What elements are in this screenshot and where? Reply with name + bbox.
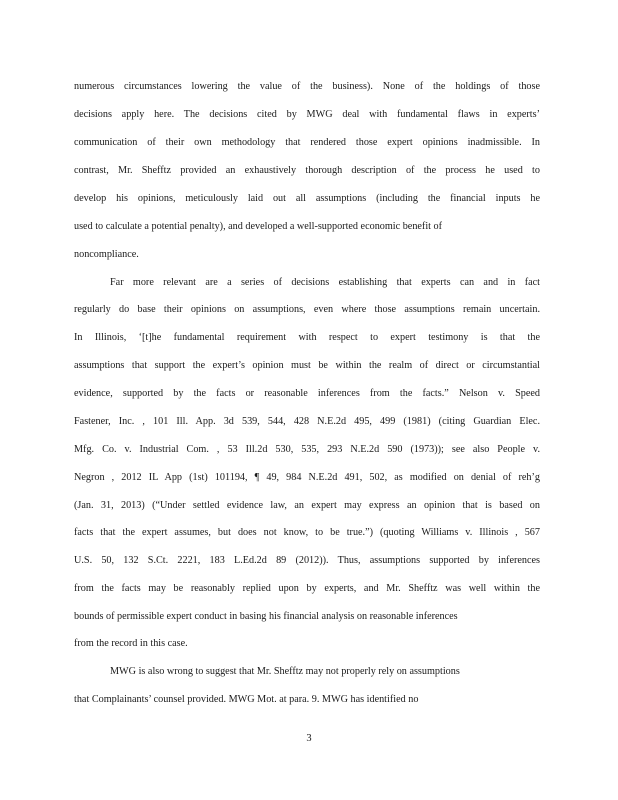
text-line: Far more relevant are a series of decisions establishing that experts can and in fact (110, 277, 540, 288)
text-line: U.S. 50, 132 S.Ct. 2221, 183 L.Ed.2d 89 (2012)). Thus, assumptions supported by inferences (74, 555, 540, 566)
text-line: noncompliance. (74, 249, 139, 260)
text-line: develop his opinions, meticulously laid out all assumptions (including the financial inputs he (74, 193, 540, 204)
text-line: bounds of permissible expert conduct in basing his financial analysis on reasonable inferences (74, 611, 458, 622)
text-line: In Illinois, ‘[t]he fundamental requirement with respect to expert testimony is that the (74, 332, 540, 343)
text-line: used to calculate a potential penalty), and developed a well-supported economic benefit of (74, 221, 443, 232)
text-line: communication of their own methodology that rendered those expert opinions inadmissible. In (74, 137, 540, 148)
text-line: facts that the expert assumes, but does not know, to be true.”) (quoting Williams v. Illinois , 567 (74, 527, 540, 538)
text-line: MWG is also wrong to suggest that Mr. Shefftz may not properly rely on assumptions (110, 666, 460, 677)
text-line: assumptions that support the expert’s opinion must be within the realm of direct or circumstantial (74, 360, 540, 371)
text-line: decisions apply here. The decisions cited by MWG deal with fundamental flaws in experts’ (74, 109, 540, 120)
text-line: contrast, Mr. Shefftz provided an exhaustively thorough description of the process he used to (74, 165, 540, 176)
page-number: 3 (306, 733, 312, 744)
text-line: evidence, supported by the facts or reasonable inferences from the facts.” Nelson v. Speed (74, 388, 540, 399)
text-line: regularly do base their opinions on assumptions, even where those assumptions remain uncertain. (74, 304, 540, 315)
text-line: (Jan. 31, 2013) (“Under settled evidence law, an expert may express an opinion that is based on (74, 500, 540, 511)
text-line: Fastener, Inc. , 101 Ill. App. 3d 539, 544, 428 N.E.2d 495, 499 (1981) (citing Guardian Elec. (74, 416, 540, 427)
text-line: from the record in this case. (74, 638, 188, 649)
text-line: that Complainants’ counsel provided. MWG Mot. at para. 9. MWG has identified no (74, 694, 419, 705)
text-line: Negron , 2012 IL App (1st) 101194, ¶ 49, 984 N.E.2d 491, 502, as modified on denial of reh’g (74, 472, 540, 483)
text-line: Mfg. Co. v. Industrial Com. , 53 Ill.2d 530, 535, 293 N.E.2d 590 (1973)); see also People v. (74, 444, 540, 455)
text-line: from the facts may be reasonably replied upon by experts, and Mr. Shefftz was well within the (74, 583, 540, 594)
text-line: numerous circumstances lowering the value of the business). None of the holdings of those (74, 81, 540, 92)
